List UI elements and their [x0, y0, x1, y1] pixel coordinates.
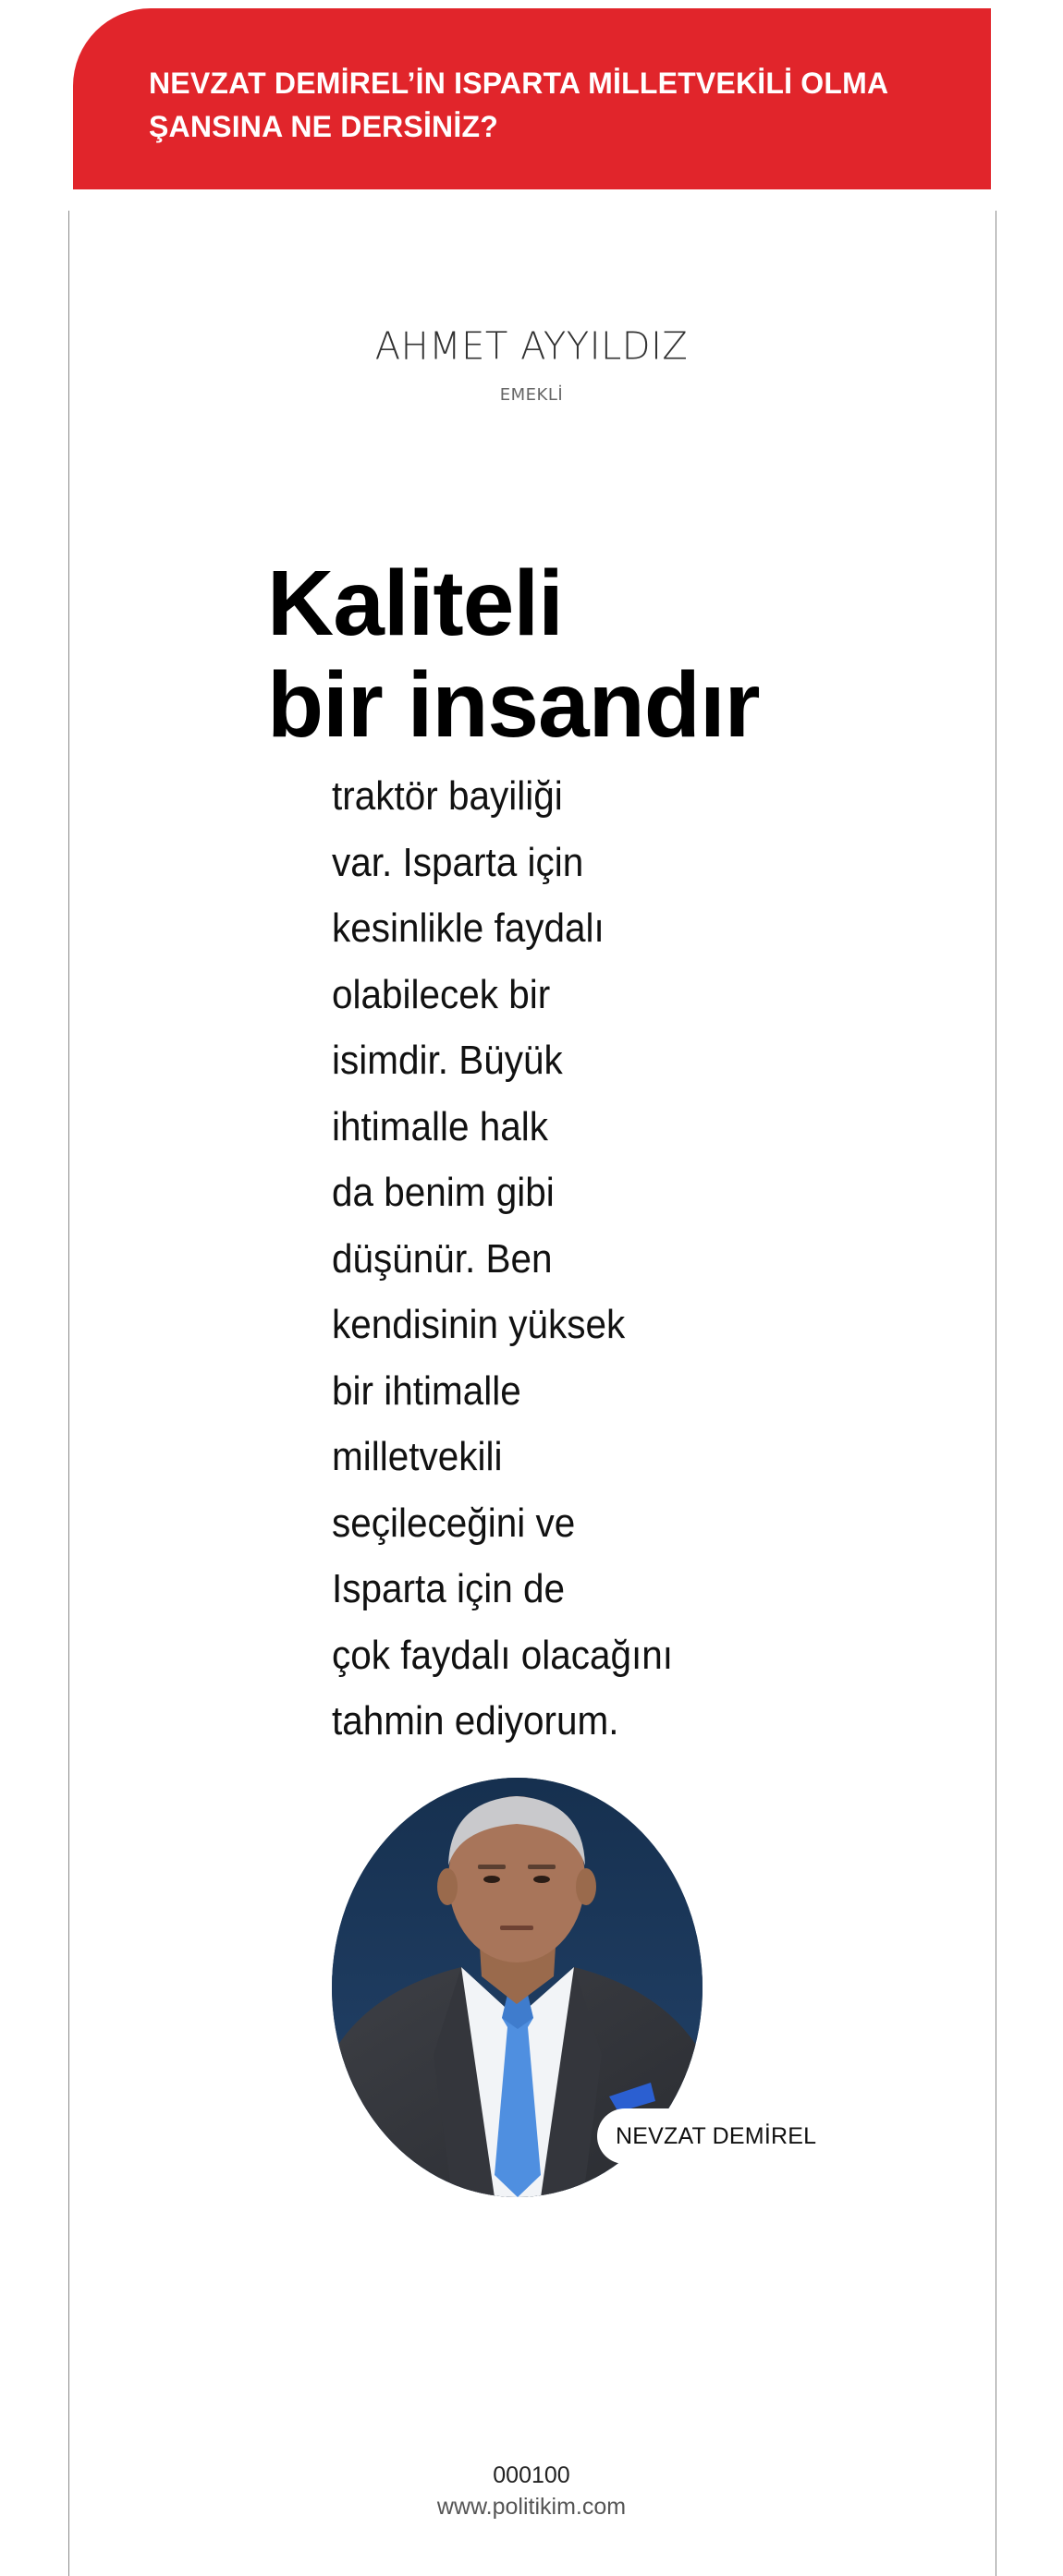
quote-body-line: var. Isparta için [332, 839, 584, 885]
page-title-line-2: ŞANSINA NE DERSİNİZ? [149, 110, 498, 143]
quote-body-line: Isparta için de [332, 1566, 566, 1611]
quote-body [332, 763, 757, 1755]
quote-body-line: çok faydalı olacağını [332, 1632, 674, 1678]
header-banner [73, 8, 991, 189]
page-title [149, 62, 954, 149]
footer-code: 000100 [493, 2462, 570, 2488]
quote-body-line: olabilecek bir [332, 971, 551, 1017]
quote-body-line: ihtimalle halk [332, 1103, 548, 1149]
portrait-caption [597, 2108, 837, 2164]
quote-body-line: milletvekili [332, 1434, 503, 1479]
quote-body-line: bir ihtimalle [332, 1367, 521, 1414]
quote-body-line: isimdir. Büyük [332, 1038, 563, 1083]
author-name: AHMET AYYILDIZ [374, 324, 689, 369]
quote-body-line: seçileceğini ve [332, 1500, 576, 1546]
quote-body-line: da benim gibi [332, 1170, 555, 1215]
page-title-line-1: NEVZAT DEMİREL’İN ISPARTA MİLLETVEKİLİ OLMA [149, 67, 889, 100]
quote-headline [267, 553, 760, 756]
quote-body-line: düşünür. Ben [332, 1235, 553, 1282]
footer-url: www.politikim.com [436, 2494, 627, 2520]
quote-headline-line-2: bir insandır [267, 653, 760, 757]
portrait-caption-text: NEVZAT DEMİREL [616, 2122, 817, 2149]
quote-headline-line-1: Kaliteli [267, 552, 563, 655]
quote-body-line: kesinlikle faydalı [332, 905, 605, 951]
quote-body-line: tahmin ediyorum. [332, 1698, 619, 1744]
quote-body-line: traktör bayiliği [332, 773, 563, 819]
author-role: EMEKLİ [499, 385, 564, 405]
quote-body-line: kendisinin yüksek [332, 1302, 626, 1347]
